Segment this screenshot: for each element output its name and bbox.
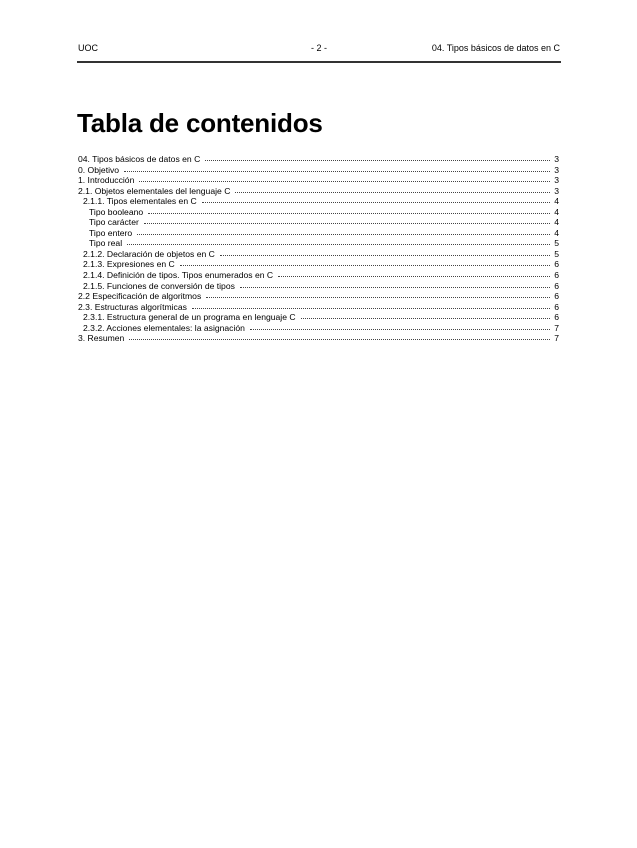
toc-entry-page: 6 [554, 291, 559, 302]
toc-entry-text: 2.1.5. Funciones de conversión de tipos [83, 280, 235, 291]
toc-entry-text: 2.2 Especificación de algoritmos [78, 291, 202, 302]
toc-dot-leader [240, 286, 550, 288]
toc-dot-leader [139, 180, 550, 182]
header-rule [77, 61, 561, 63]
toc-entry[interactable] [78, 175, 559, 186]
toc-entry-text: 2.1.3. Expresiones en C [83, 259, 175, 270]
toc-entry[interactable] [78, 323, 559, 334]
toc-dot-leader [137, 233, 550, 235]
toc-entry[interactable] [78, 165, 559, 176]
toc-dot-leader [278, 275, 550, 277]
toc-entry[interactable] [78, 302, 559, 313]
toc-entry-text: 0. Objetivo [78, 164, 120, 175]
toc-dot-leader [206, 296, 550, 298]
toc-entry[interactable] [78, 312, 559, 323]
page-title: Tabla de contenidos [77, 108, 323, 138]
toc-entry-text: 2.1.2. Declaración de objetos en C [83, 248, 215, 259]
toc-entry-page: 4 [554, 196, 559, 207]
toc-entry[interactable] [78, 238, 559, 249]
toc-entry-text: Tipo entero [89, 227, 133, 238]
toc-entry[interactable] [78, 186, 559, 197]
toc-entry-text: Tipo booleano [89, 206, 144, 217]
toc-entry[interactable] [78, 259, 559, 270]
toc-entry-page: 6 [554, 301, 559, 312]
toc-entry-text: 2.3.1. Estructura general de un programa en lenguaje C [83, 312, 296, 323]
toc-entry-page: 6 [554, 312, 559, 323]
toc-entry-text: 2.1. Objetos elementales del lenguaje C [78, 185, 231, 196]
toc-entry[interactable] [78, 217, 559, 228]
toc-entry-page: 5 [554, 248, 559, 259]
toc-entry-page: 4 [554, 227, 559, 238]
toc-entry[interactable] [78, 154, 559, 165]
toc-dot-leader [220, 254, 550, 256]
page-header [78, 42, 560, 54]
toc-entry[interactable] [78, 249, 559, 260]
toc-dot-leader [124, 170, 550, 172]
toc-entry-page: 5 [554, 238, 559, 249]
header-chapter-title: 04. Tipos básicos de datos en C [431, 43, 560, 53]
toc-entry-text: 04. Tipos básicos de datos en C [78, 154, 201, 164]
table-of-contents [78, 154, 559, 344]
toc-entry[interactable] [78, 270, 559, 281]
toc-dot-leader [148, 212, 550, 214]
toc-entry-text: 3. Resumen [78, 333, 125, 344]
toc-dot-leader [129, 338, 550, 340]
toc-entry-text: 1. Introducción [78, 175, 135, 186]
toc-entry-text: 2.1.4. Definición de tipos. Tipos enumerados en C [83, 270, 274, 281]
toc-entry[interactable] [78, 333, 559, 344]
toc-entry-text: 2.3.2. Acciones elementales: la asignación [83, 322, 245, 333]
toc-entry-page: 4 [554, 206, 559, 217]
toc-dot-leader [202, 201, 550, 203]
toc-entry[interactable] [78, 291, 559, 302]
toc-entry-text: Tipo real [89, 238, 123, 249]
toc-entry-page: 7 [554, 322, 559, 333]
toc-entry[interactable] [78, 196, 559, 207]
toc-entry-page: 6 [554, 259, 559, 270]
toc-entry-text: 2.1.1. Tipos elementales en C [83, 196, 197, 207]
toc-entry-page: 4 [554, 217, 559, 228]
header-left: UOC [78, 43, 98, 53]
toc-entry[interactable] [78, 281, 559, 292]
toc-entry-page: 6 [554, 280, 559, 291]
toc-entry[interactable] [78, 207, 559, 218]
toc-entry[interactable] [78, 228, 559, 239]
toc-dot-leader [192, 307, 550, 309]
toc-dot-leader [205, 159, 550, 161]
toc-dot-leader [250, 328, 550, 330]
toc-dot-leader [180, 264, 550, 266]
toc-entry-text: 2.3. Estructuras algorítmicas [78, 301, 187, 312]
page-number: - 2 - [310, 43, 327, 53]
toc-entry-page: 3 [554, 154, 559, 164]
toc-dot-leader [301, 317, 550, 319]
toc-dot-leader [127, 243, 550, 245]
toc-dot-leader [144, 222, 550, 224]
toc-entry-text: Tipo carácter [89, 217, 139, 228]
toc-entry-page: 7 [554, 333, 559, 344]
toc-entry-page: 3 [554, 164, 559, 175]
toc-dot-leader [235, 191, 550, 193]
toc-entry-page: 6 [554, 270, 559, 281]
toc-entry-page: 3 [554, 185, 559, 196]
toc-entry-page: 3 [554, 175, 559, 186]
